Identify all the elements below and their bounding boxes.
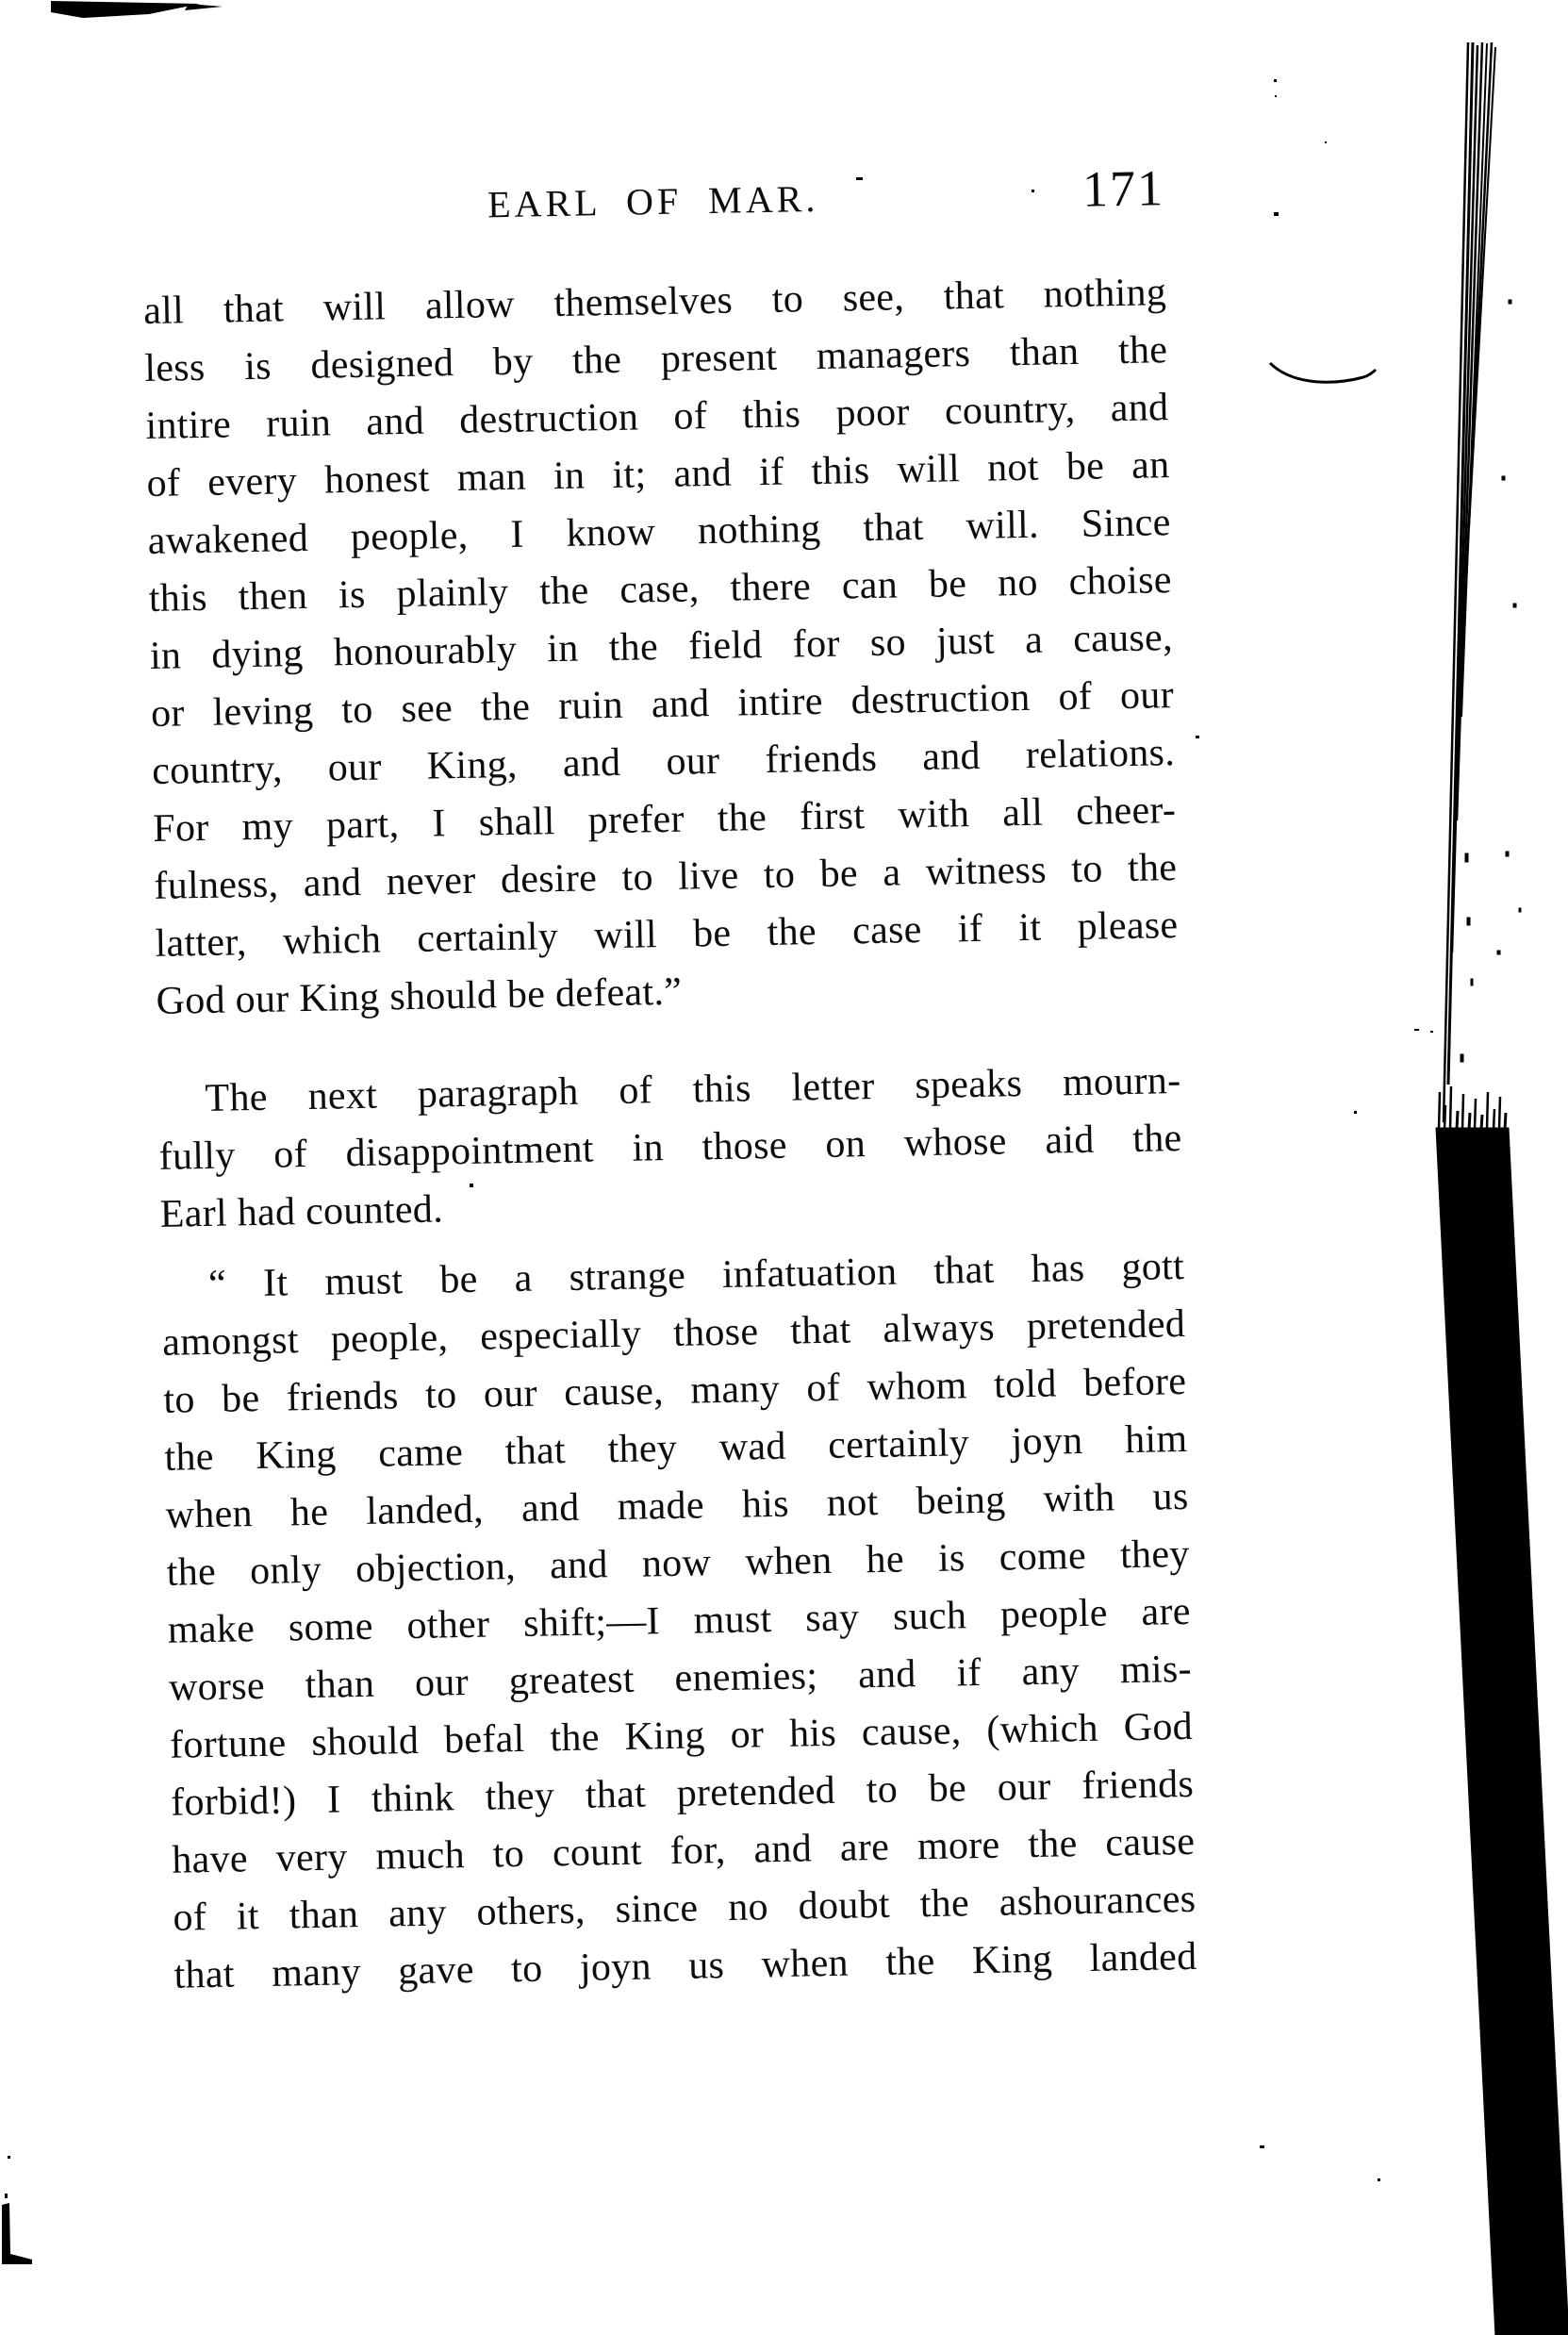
top-left-ink-mark bbox=[51, 1, 223, 18]
text-line: awakened people, I know nothing that will. Since bbox=[147, 501, 1171, 563]
text-line: fulness, and never desire to live to be a witness to the bbox=[154, 846, 1178, 908]
text-line: latter, which certainly will be the case if it please bbox=[155, 903, 1179, 966]
text-line: amongst people, especially those that always pretended bbox=[161, 1301, 1186, 1365]
page-header bbox=[141, 159, 1165, 243]
text-line: that many gave to joyn us when the King landed bbox=[173, 1934, 1197, 1997]
page-edge-stripes bbox=[1444, 42, 1521, 1122]
bottom-left-corner-mark bbox=[2, 2194, 32, 2264]
text-line: For my part, I shall prefer the first with all cheer- bbox=[152, 788, 1177, 851]
text-line: intire ruin and destruction of this poor country, and bbox=[145, 386, 1169, 449]
paragraph-letter-quote bbox=[161, 1238, 1197, 2005]
text-line: of it than any others, since no doubt the ashourances bbox=[173, 1877, 1197, 1940]
text-line: God our King should be defeat.” bbox=[156, 969, 683, 1023]
text-line: make some other shift;—I must say such people are bbox=[167, 1589, 1192, 1652]
text-line: country, our King, and our friends and relations. bbox=[151, 731, 1176, 793]
text-line: worse than our greatest enemies; and if any mis- bbox=[168, 1647, 1193, 1710]
text-line: fully of disappointment in those on whose aid the bbox=[158, 1117, 1182, 1179]
text-line: all that will allow themselves to see, that nothing bbox=[142, 271, 1167, 334]
text-line: The next paragraph of this letter speaks mourn- bbox=[205, 1059, 1181, 1120]
text-line: the King came that they wad certainly joyn him bbox=[164, 1416, 1188, 1480]
text-line: to be friends to our cause, many of whom told before bbox=[163, 1359, 1187, 1422]
text-line: forbid!) I think they that pretended to be our friends bbox=[170, 1762, 1195, 1825]
paragraph-narration bbox=[157, 1052, 1183, 1244]
page-content bbox=[141, 159, 1197, 2005]
text-line: in dying honourably in the field for so just a cause, bbox=[149, 616, 1174, 678]
text-line: fortune should befal the King or his cause, (which God bbox=[169, 1704, 1194, 1767]
text-line: less is designed by the present managers than the bbox=[143, 328, 1168, 391]
text-line: of every honest man in it; and if this will not be an bbox=[146, 443, 1170, 506]
page-number: 171 bbox=[1081, 159, 1165, 218]
text-line: the only objection, and now when he is come they bbox=[166, 1532, 1191, 1595]
text-line: or leving to see the ruin and intire destruction of our bbox=[150, 673, 1175, 736]
running-title: EARL OF MAR. bbox=[487, 176, 819, 226]
paragraph-letter-continuation bbox=[143, 264, 1180, 1031]
text-line: when he landed, and made his not being with us bbox=[165, 1474, 1189, 1537]
text-line: Earl had counted. bbox=[159, 1187, 444, 1236]
curved-scratch bbox=[1270, 363, 1376, 382]
text-line: “ It must be a strange infatuation that has gott bbox=[207, 1244, 1185, 1306]
text-line: this then is plainly the case, there can be no choise bbox=[148, 558, 1173, 621]
page-edge-black-band bbox=[1436, 1086, 1568, 2335]
text-line: have very much to count for, and are more the cause bbox=[171, 1819, 1196, 1882]
